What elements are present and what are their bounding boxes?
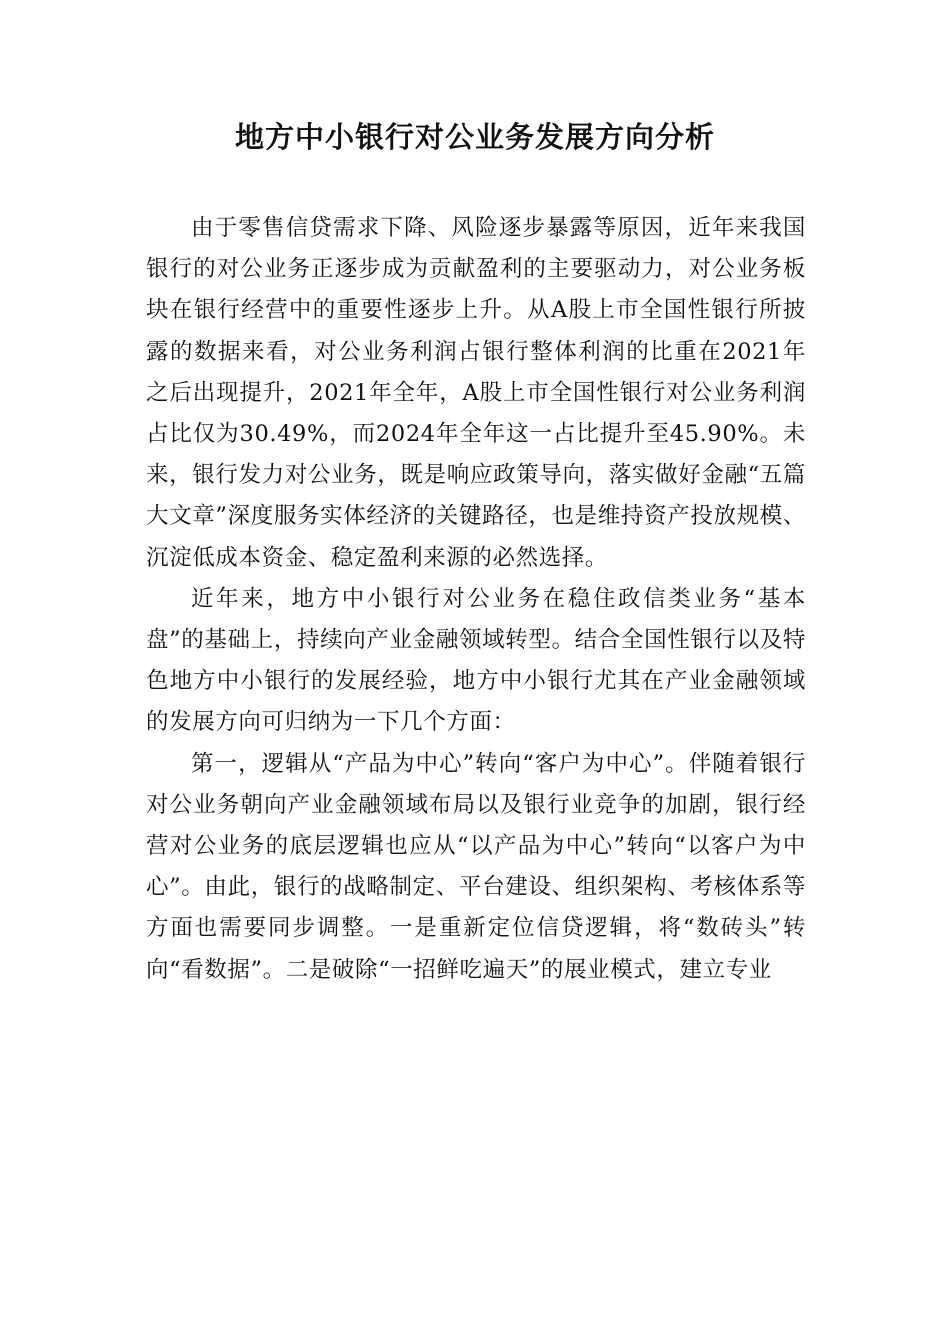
document-title: 地方中小银行对公业务发展方向分析: [234, 120, 715, 154]
paragraph-3: 第一，逻辑从“产品为中心”转向“客户为中心”。伴随着银行对公业务朝向产业金融领域布局以及银行业竞争的加剧，银行经营对公业务的底层逻辑也应从“以产品为中心”转向“以客户为中心”。由此，银行的战略制定、平台建设、组织架构、考核体系等方面也需要同步调整。一是重新定位信贷逻辑，将“数砖头”转向“看数据”。二是破除“一招鲜吃遍天”的展业模式，建立专业: [146, 750, 806, 983]
paragraph-2: 近年来，地方中小银行对公业务在稳住政信类业务“基本盘”的基础上，持续向产业金融领域转型。结合全国性银行以及特色地方中小银行的发展经验，地方中小银行尤其在产业金融领域的发展方向可归纳为一下几个方面：: [146, 585, 806, 736]
document-body: [146, 208, 806, 991]
paragraph-1: 由于零售信贷需求下降、风险逐步暴露等原因，近年来我国银行的对公业务正逐步成为贡献盈利的主要驱动力，对公业务板块在银行经营中的重要性逐步上升。从A股上市全国性银行所披露的数据来看，对公业务利润占银行整体利润的比重在2021年之后出现提升，2021年全年，A股上市全国性银行对公业务利润占比仅为30.49%，而2024年全年这一占比提升至45.90%。未来，银行发力对公业务，既是响应政策导向，落实做好金融“五篇大文章”深度服务实体经济的关键路径，也是维持资产投放规模、沉淀低成本资金、稳定盈利来源的必然选择。: [146, 215, 806, 571]
